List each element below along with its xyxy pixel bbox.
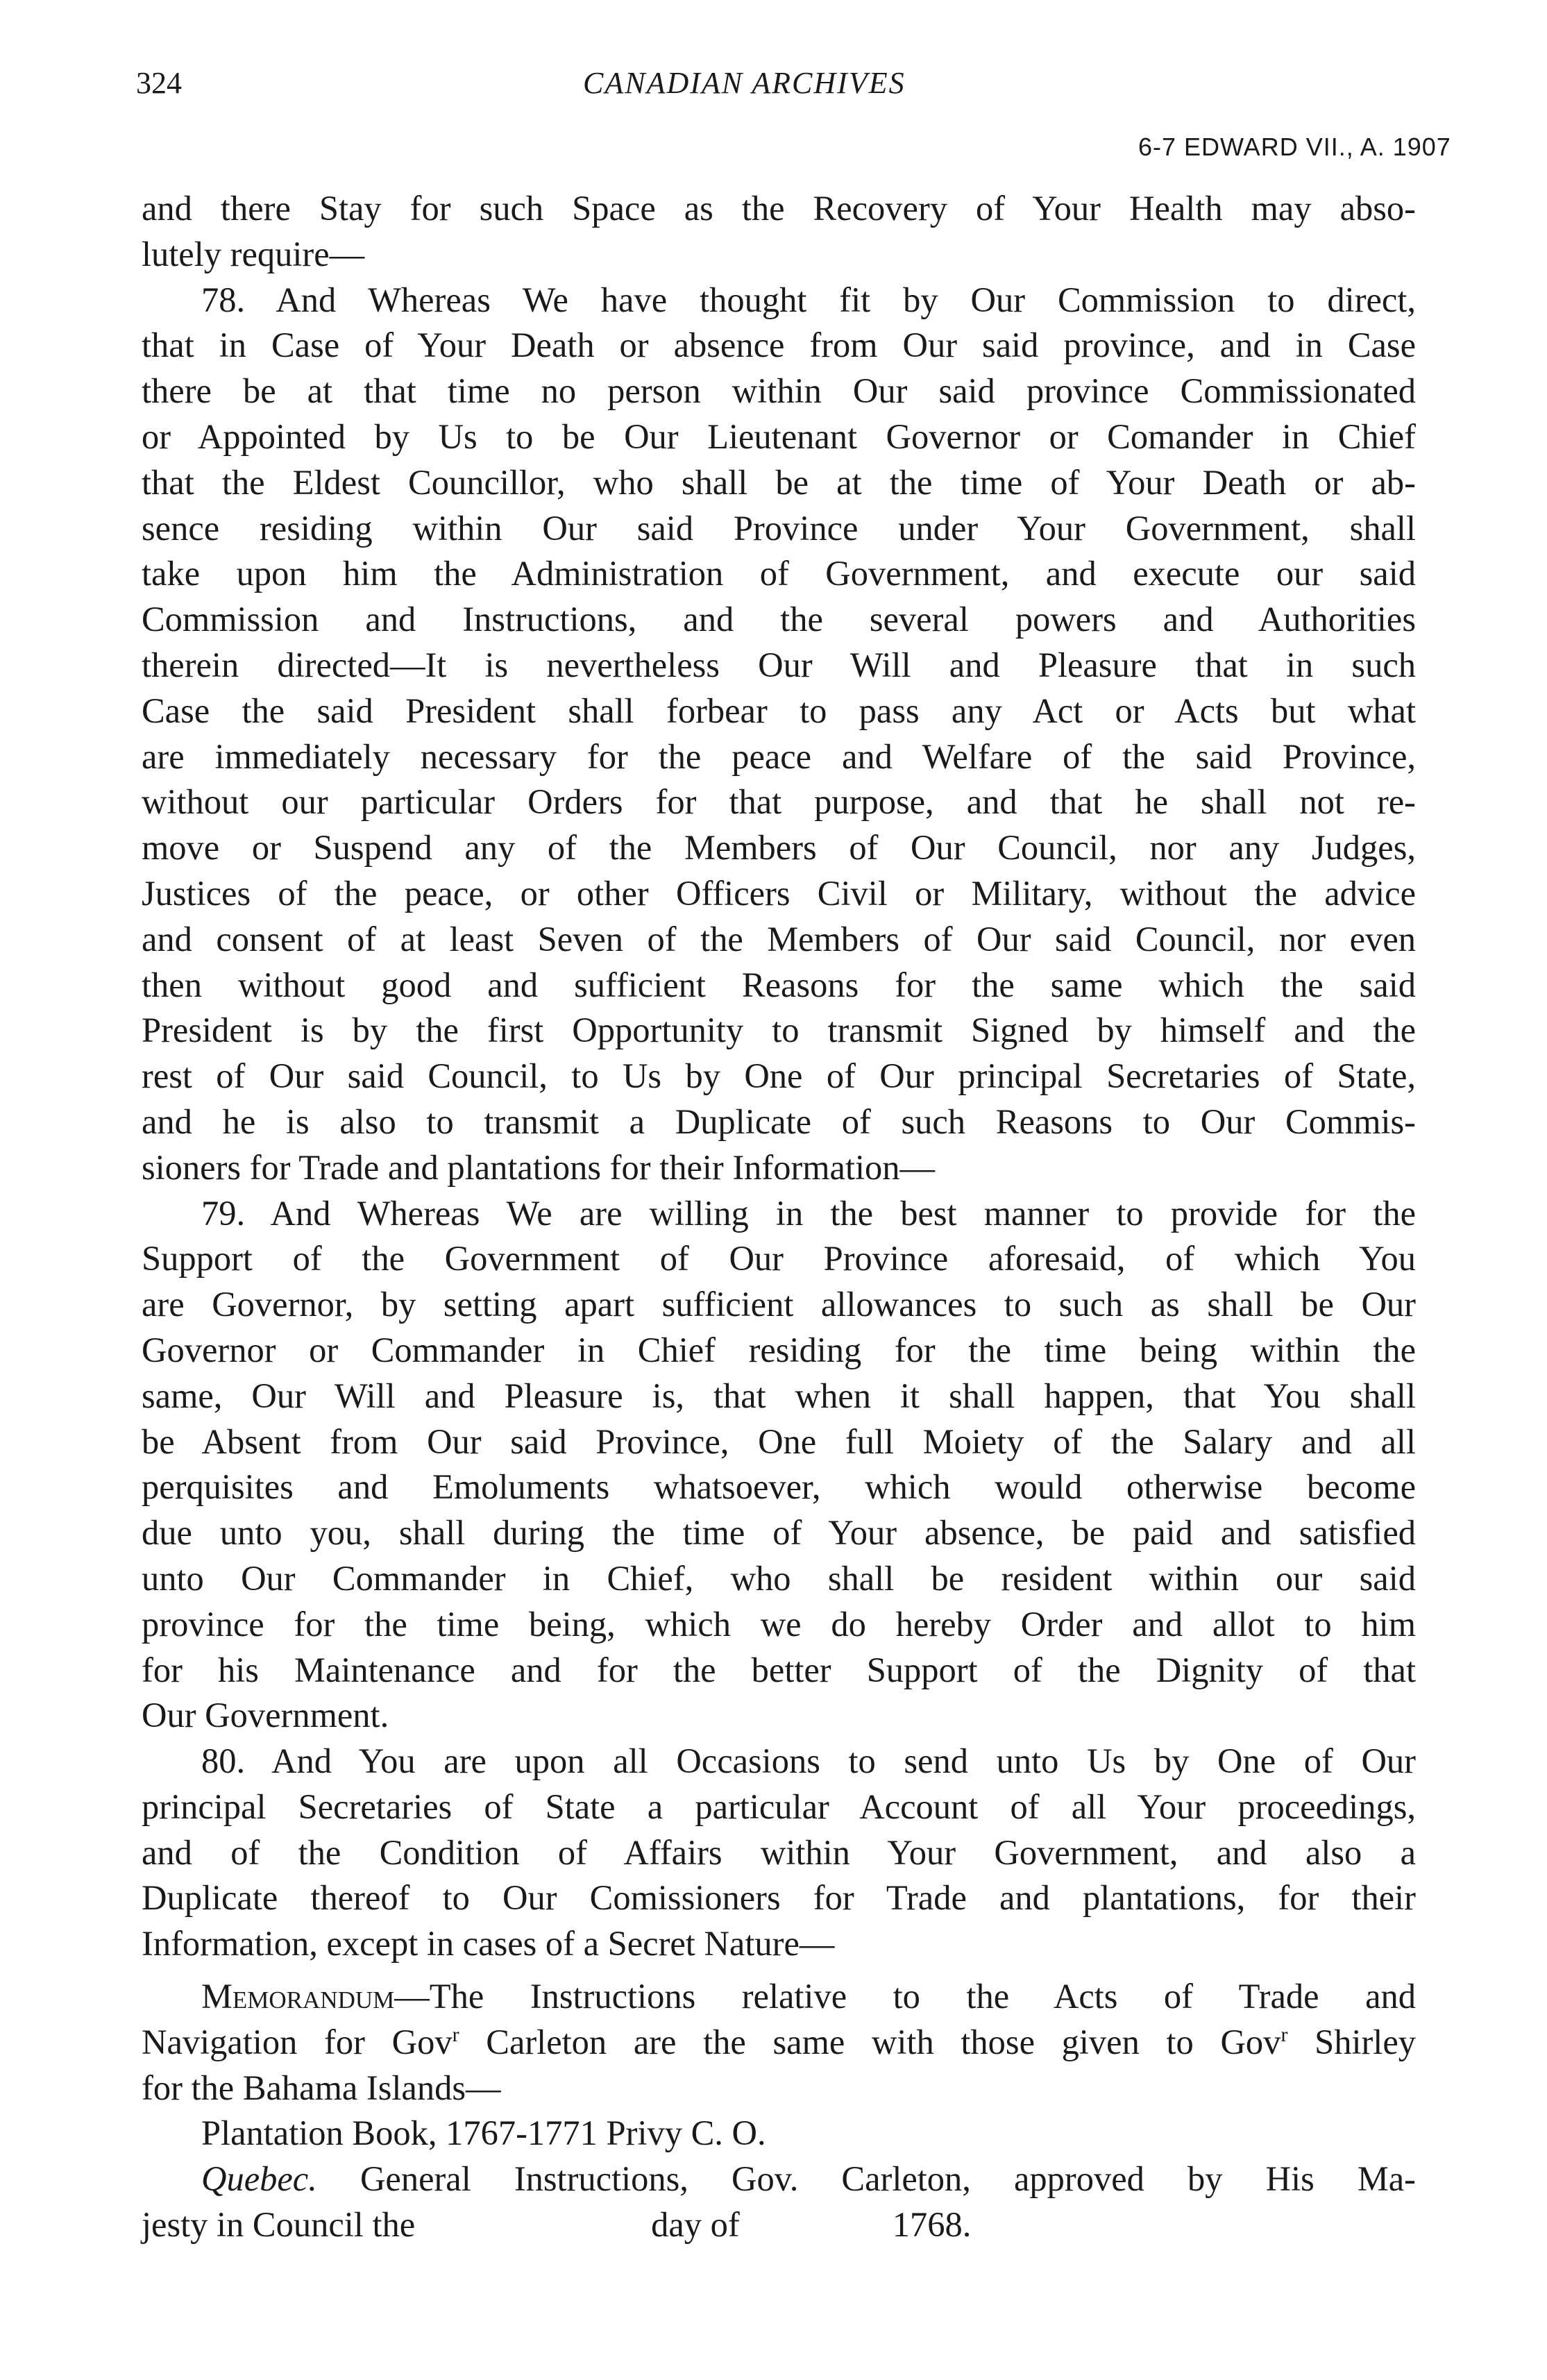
text-line: and he is also to transmit a Duplicate of such Reasons to Our Commis-	[142, 1102, 1416, 1141]
footer-text: jesty in Council the	[142, 2205, 416, 2245]
text-line: and consent of at least Seven of the Members of Our said Council, nor even	[142, 919, 1416, 959]
running-title: CANADIAN ARCHIVES	[583, 66, 906, 100]
text-line: unto Our Commander in Chief, who shall be resident within our said	[142, 1558, 1416, 1598]
memorandum-text: Shirley	[1287, 2022, 1416, 2061]
text-line: that in Case of Your Death or absence from Our said province, and in Case	[142, 326, 1416, 365]
text-line: sioners for Trade and plantations for their Information—	[142, 1147, 936, 1187]
text-line: lutely require—	[142, 234, 365, 273]
memorandum-text: Navigation for Gov	[142, 2022, 453, 2061]
text-line: then without good and sufficient Reasons for the same which the said	[142, 965, 1416, 1004]
footer-line-1	[142, 2157, 1416, 2202]
superscript: r	[1280, 2023, 1288, 2047]
superscript: r	[452, 2023, 459, 2047]
text-line: President is by the first Opportunity to transmit Signed by himself and the	[142, 1011, 1416, 1050]
text-line: Governor or Commander in Chief residing for the time being within the	[142, 1330, 1416, 1369]
text-line: and of the Condition of Affairs within Your Government, and also a	[142, 1832, 1416, 1872]
text-line: Duplicate thereof to Our Comissioners for Trade and plantations, for their	[142, 1878, 1416, 1918]
text-line: Support of the Government of Our Province aforesaid, of which You	[142, 1239, 1416, 1278]
text-line: Justices of the peace, or other Officers Civil or Military, without the advice	[142, 873, 1416, 913]
footer-text: 1768.	[892, 2205, 972, 2245]
memorandum-line-1	[142, 1974, 1416, 2020]
text-line: take upon him the Administration of Government, and execute our said	[142, 554, 1416, 593]
footer-text: day of	[651, 2205, 740, 2245]
text-line: perquisites and Emoluments whatsoever, which would otherwise become	[142, 1467, 1416, 1507]
text-line: for his Maintenance and for the better Support of the Dignity of that	[142, 1650, 1416, 1689]
footer-line-2	[142, 2202, 1416, 2248]
paragraph-78-start: 78. And Whereas We have thought fit by Our Commission to direct,	[201, 280, 1416, 319]
text-line: Our Government.	[142, 1696, 389, 1735]
session-reference: 6-7 EDWARD VII., A. 1907	[1138, 133, 1451, 161]
text-line: province for the time being, which we do hereby Order and allot to him	[142, 1604, 1416, 1644]
place-name: Quebec.	[201, 2159, 317, 2199]
text-line: and there Stay for such Space as the Recovery of Your Health may abso-	[142, 189, 1416, 228]
text-line: sence residing within Our said Province under Your Government, shall	[142, 508, 1416, 548]
text-line: are immediately necessary for the peace and Welfare of the said Province,	[142, 736, 1416, 776]
paragraph-79-start: 79. And Whereas We are willing in the best manner to provide for the	[201, 1193, 1416, 1233]
text-line: or Appointed by Us to be Our Lieutenant Governor or Comander in Chief	[142, 416, 1416, 456]
text-line: move or Suspend any of the Members of Our Council, nor any Judges,	[142, 828, 1416, 868]
text-line: principal Secretaries of State a particular Account of all Your proceedings,	[142, 1787, 1416, 1826]
text-line: that the Eldest Councillor, who shall be at the time of Your Death or ab-	[142, 462, 1416, 502]
memorandum-line-2	[142, 2020, 1416, 2066]
memorandum-label: Memorandum	[201, 1977, 395, 2016]
memorandum-line-3: for the Bahama Islands—	[142, 2068, 501, 2107]
text-line: without our particular Orders for that purpose, and that he shall not re-	[142, 782, 1416, 822]
footer-text: General Instructions, Gov. Carleton, approved by His Ma-	[316, 2159, 1416, 2199]
text-line: rest of Our said Council, to Us by One of Our principal Secretaries of State,	[142, 1056, 1416, 1096]
text-line: Information, except in cases of a Secret Nature—	[142, 1924, 835, 1964]
text-line: be Absent from Our said Province, One full Moiety of the Salary and all	[142, 1421, 1416, 1461]
text-line: there be at that time no person within Our said province Commissionated	[142, 371, 1416, 411]
memorandum-text: —The Instructions relative to the Acts of Trade and	[394, 1977, 1416, 2016]
source-citation: Plantation Book, 1767-1771 Privy C. O.	[201, 2113, 766, 2153]
page-number: 324	[136, 66, 182, 100]
text-line: Commission and Instructions, and the several powers and Authorities	[142, 600, 1416, 639]
text-line: Case the said President shall forbear to pass any Act or Acts but what	[142, 691, 1416, 730]
text-line: same, Our Will and Pleasure is, that when it shall happen, that You shall	[142, 1376, 1416, 1415]
text-line: are Governor, by setting apart sufficient allowances to such as shall be Our	[142, 1285, 1416, 1324]
body-text	[142, 186, 1416, 2248]
spacer	[142, 1967, 1416, 1974]
memorandum-text: Carleton are the same with those given to Gov	[459, 2022, 1281, 2061]
paragraph-80-start: 80. And You are upon all Occasions to send unto Us by One of Our	[201, 1741, 1416, 1781]
text-line: due unto you, shall during the time of Your absence, be paid and satisfied	[142, 1513, 1416, 1553]
text-line: therein directed—It is nevertheless Our Will and Pleasure that in such	[142, 645, 1416, 684]
